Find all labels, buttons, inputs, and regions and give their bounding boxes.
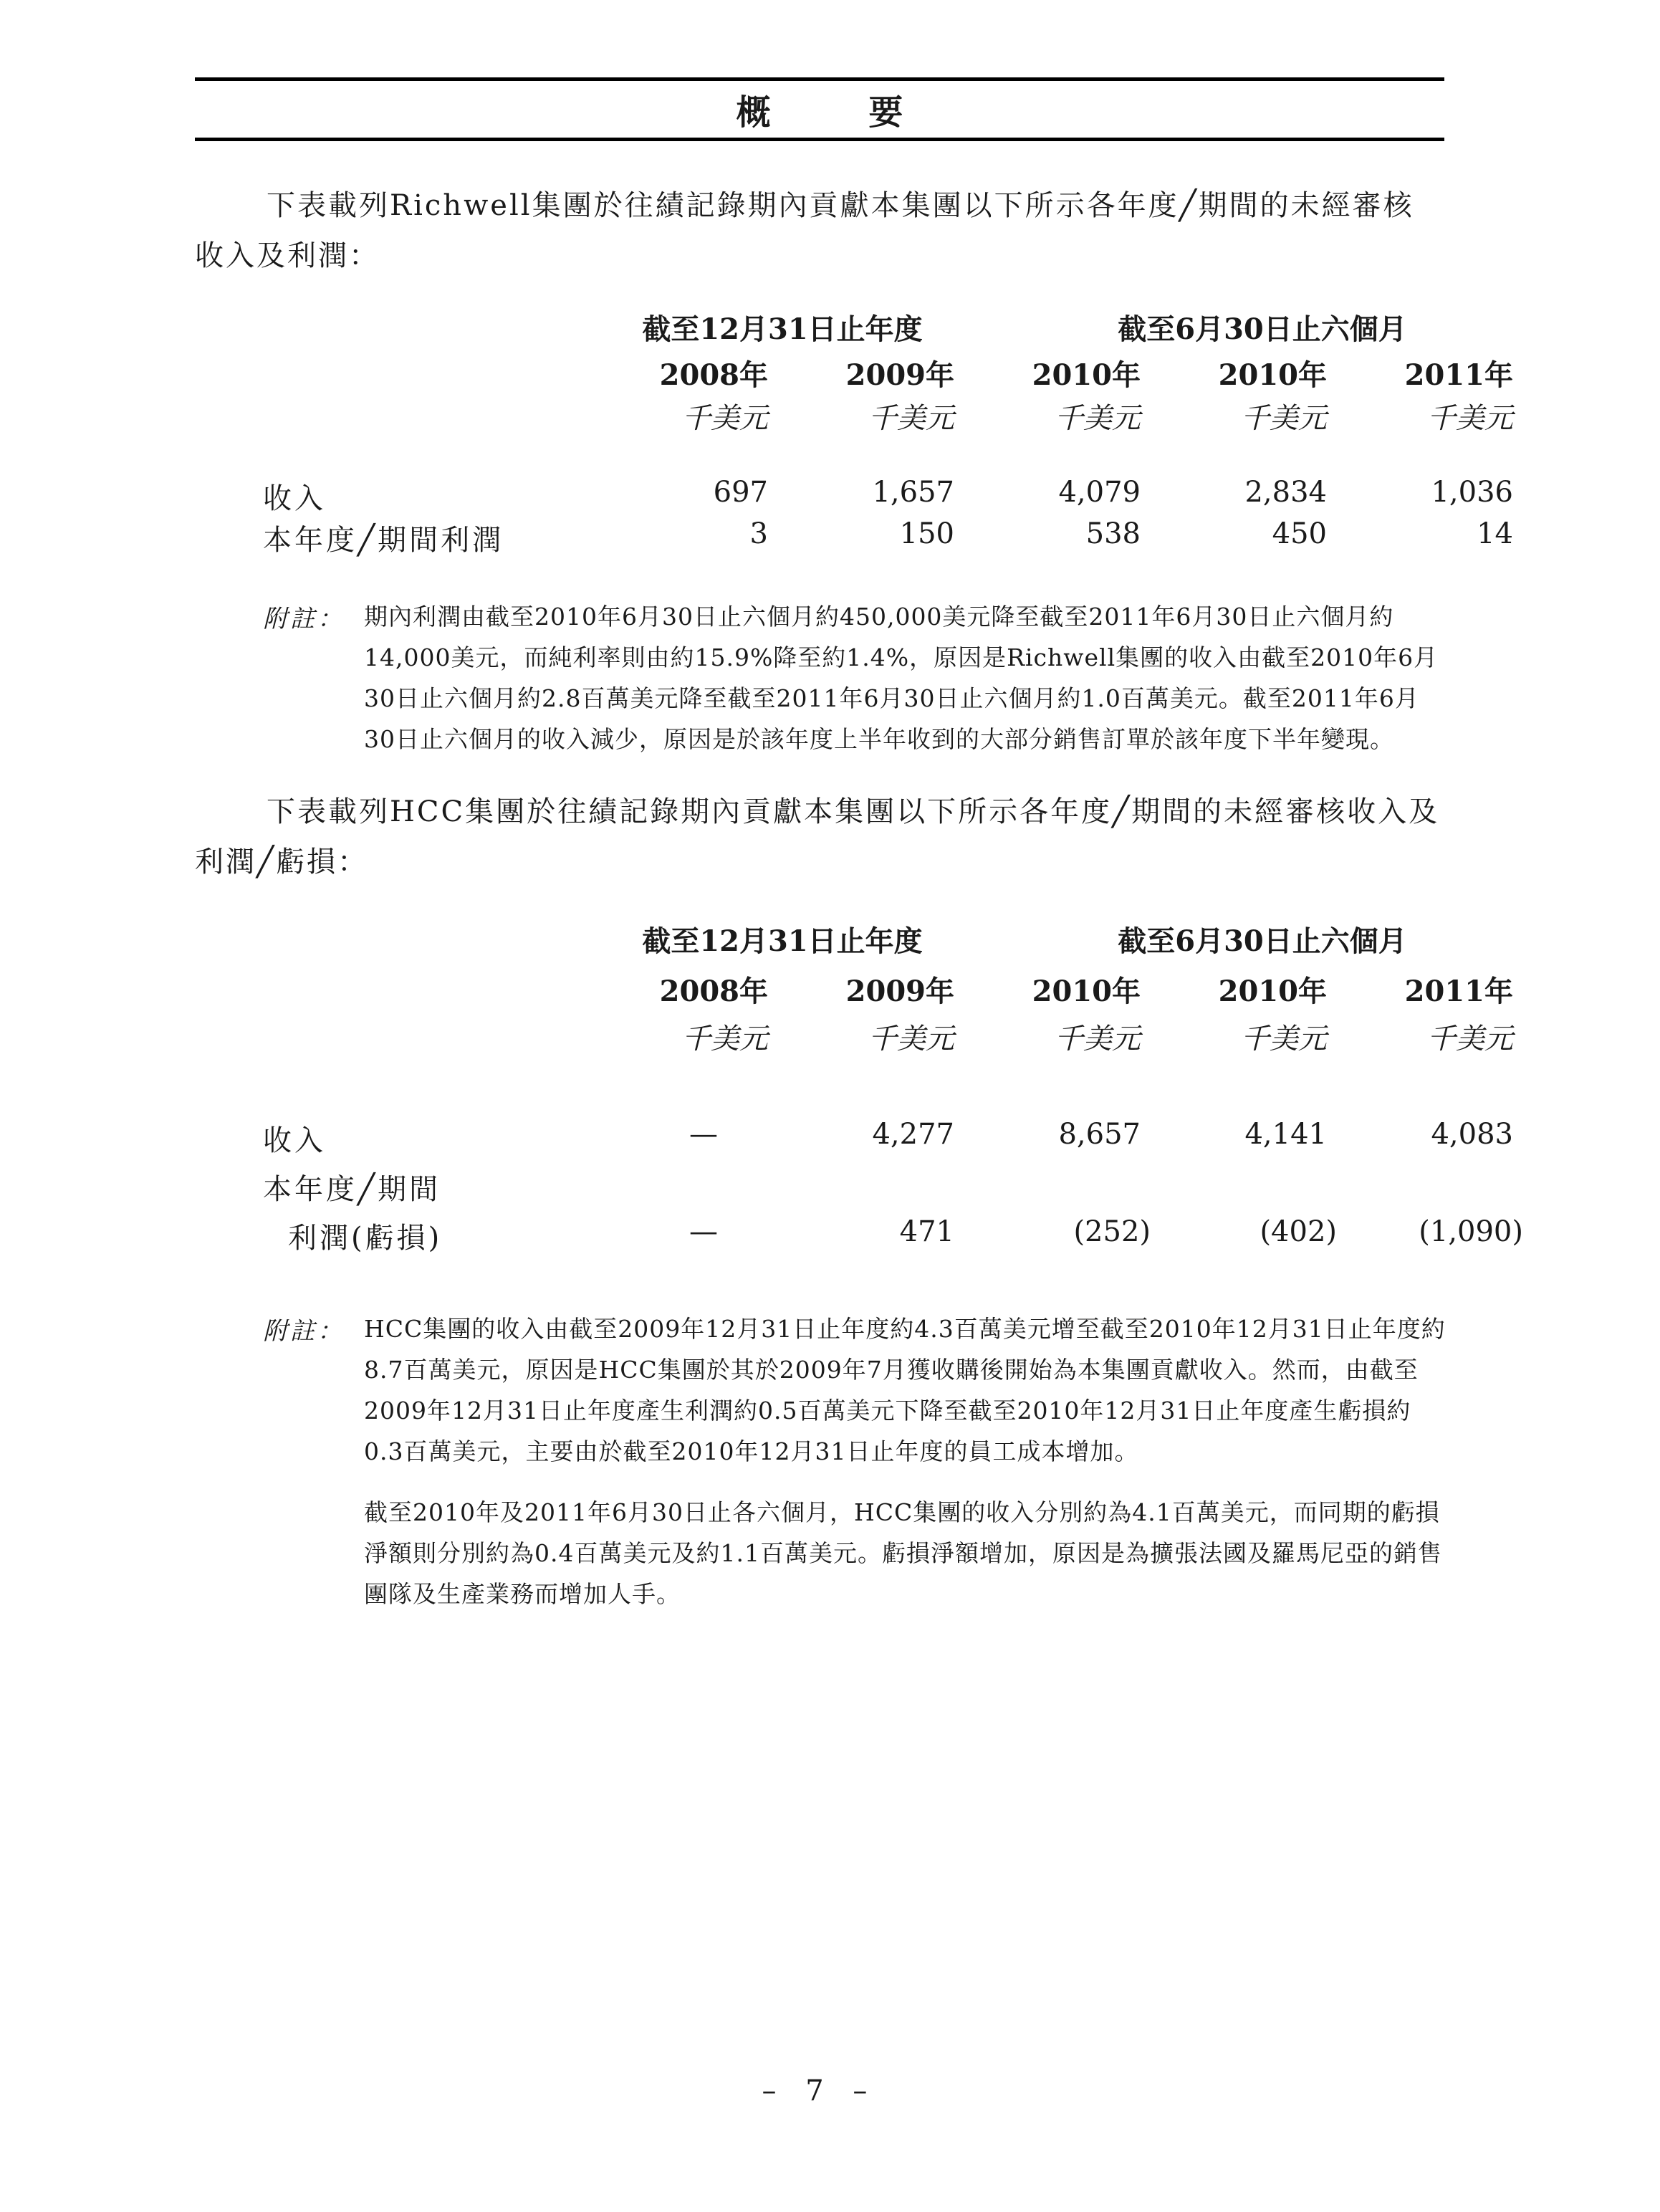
section1-intro: 下表載列Richwell集團於往績記錄期內貢獻本集團以下所示各年度╱期間的未經審核收入及利潤： bbox=[195, 189, 1414, 272]
table-cell: 1,657 bbox=[872, 476, 954, 509]
year-header: 2008年 bbox=[659, 358, 768, 392]
table-cell: (252) bbox=[1073, 1215, 1151, 1248]
section2-note-1: HCC集團的收入由截至2009年12月31日止年度約4.3百萬美元增至截至2010年12月31日止年度約8.7百萬美元，原因是HCC集團於其於2009年7月獲收購後開始為本集團貢獻收入。然而，由截至2009年12月31日止年度產生利潤約0.5百萬美元下降至截至2010年12月31日止年度產生虧損約0.3百萬美元，主要由於截至2010年12月31日止年度的員工成本增加。 bbox=[364, 1315, 1446, 1465]
year-header: 2011年 bbox=[1404, 975, 1513, 1008]
unit-label: 千美元 bbox=[1055, 402, 1141, 435]
table-cell: 8,657 bbox=[1058, 1118, 1141, 1151]
table-cell: (402) bbox=[1260, 1215, 1337, 1248]
year-header: 2010年 bbox=[1218, 975, 1327, 1008]
table-cell: 471 bbox=[899, 1215, 954, 1248]
table-cell: 450 bbox=[1272, 517, 1327, 550]
unit-label: 千美元 bbox=[1427, 402, 1513, 435]
row-label: 收入 bbox=[263, 1124, 326, 1157]
group-header-year: 截至12月31日止年度 bbox=[642, 312, 923, 346]
note-label: 附註： bbox=[263, 605, 345, 633]
unit-label: 千美元 bbox=[868, 402, 954, 435]
title-underline bbox=[195, 138, 1444, 141]
row-label: 本年度╱期間 bbox=[263, 1173, 441, 1206]
page-title: 概 要 bbox=[736, 92, 946, 133]
unit-label: 千美元 bbox=[1241, 402, 1327, 435]
section1-note: 期內利潤由截至2010年6月30日止六個月約450,000美元降至截至2011年6月30日止六個月約14,000美元，而純利率則由約15.9%降至約1.4%，原因是Richwell集團的收入由截至2010年6月30日止六個月約2.8百萬美元降至截至2011年6月30日止六個月約1.0百萬美元。截至2011年6月30日止六個月的收入減少，原因是於該年度上半年收到的大部分銷售訂單於該年度下半年變現。 bbox=[364, 603, 1439, 753]
table-cell: 150 bbox=[899, 517, 954, 550]
table-cell: — bbox=[689, 1215, 718, 1248]
year-header: 2008年 bbox=[659, 975, 768, 1008]
group-header-halfyear: 截至6月30日止六個月 bbox=[1118, 312, 1407, 346]
table-cell: (1,090) bbox=[1419, 1215, 1523, 1248]
table-cell: 4,141 bbox=[1244, 1118, 1327, 1151]
section2-intro: 下表載列HCC集團於往績記錄期內貢獻本集團以下所示各年度╱期間的未經審核收入及利潤╱虧損： bbox=[195, 795, 1440, 878]
table-cell: 697 bbox=[713, 476, 768, 509]
note-label: 附註： bbox=[263, 1317, 345, 1346]
table-cell: 1,036 bbox=[1431, 476, 1513, 509]
table-cell: 14 bbox=[1477, 517, 1513, 550]
table-cell: 3 bbox=[749, 517, 768, 550]
unit-label: 千美元 bbox=[868, 1023, 954, 1055]
year-header: 2009年 bbox=[845, 358, 954, 392]
unit-label: 千美元 bbox=[1241, 1023, 1327, 1055]
row-label-continued: 利潤(虧損) bbox=[288, 1222, 443, 1255]
row-label: 收入 bbox=[263, 482, 326, 515]
year-header: 2010年 bbox=[1218, 358, 1327, 392]
table-cell: 2,834 bbox=[1244, 476, 1327, 509]
unit-label: 千美元 bbox=[1427, 1023, 1513, 1055]
table-cell: 4,083 bbox=[1431, 1118, 1513, 1151]
group-header-year: 截至12月31日止年度 bbox=[642, 924, 923, 958]
section2-note-2: 截至2010年及2011年6月30日止各六個月，HCC集團的收入分別約為4.1百萬美元，而同期的虧損淨額則分別約為0.4百萬美元及約1.1百萬美元。虧損淨額增加，原因是為擴張法國及羅馬尼亞的銷售團隊及生產業務而增加人手。 bbox=[364, 1498, 1442, 1608]
unit-label: 千美元 bbox=[682, 402, 768, 435]
table-cell: 4,079 bbox=[1058, 476, 1141, 509]
unit-label: 千美元 bbox=[1055, 1023, 1141, 1055]
table-cell: — bbox=[689, 1118, 718, 1151]
top-rule bbox=[195, 77, 1444, 81]
table-cell: 4,277 bbox=[872, 1118, 954, 1151]
row-label: 本年度╱期間利潤 bbox=[263, 524, 504, 557]
year-header: 2009年 bbox=[845, 975, 954, 1008]
unit-label: 千美元 bbox=[682, 1023, 768, 1055]
year-header: 2010年 bbox=[1032, 975, 1141, 1008]
page-number: – 7 – bbox=[762, 2074, 878, 2107]
table-cell: 538 bbox=[1085, 517, 1141, 550]
year-header: 2010年 bbox=[1032, 358, 1141, 392]
group-header-halfyear: 截至6月30日止六個月 bbox=[1118, 924, 1407, 958]
year-header: 2011年 bbox=[1404, 358, 1513, 392]
